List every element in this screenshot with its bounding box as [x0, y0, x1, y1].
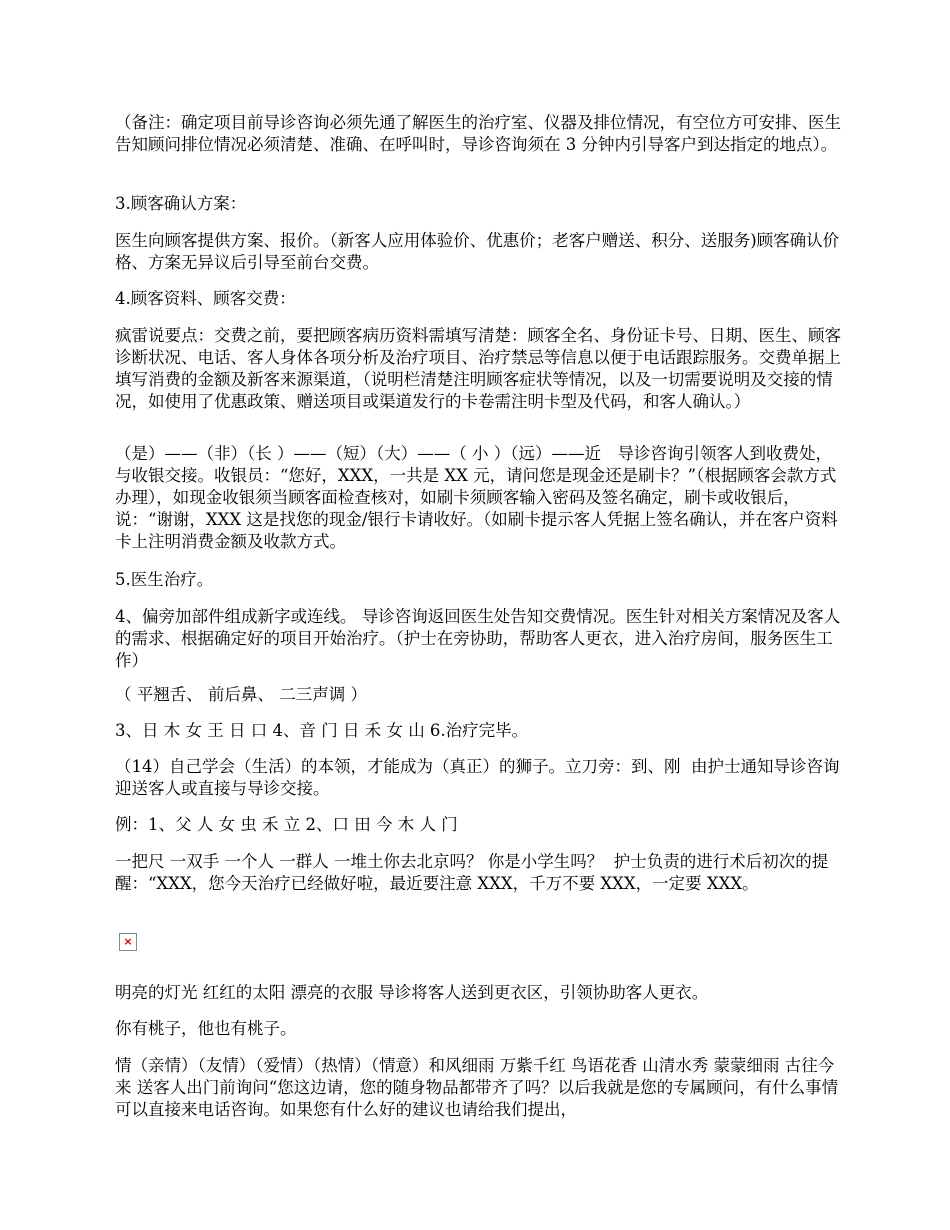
broken-image-icon	[119, 933, 137, 951]
heading-doctor-treatment: 5.医生治疗。	[115, 570, 214, 589]
paragraph-doctor-quote: 医生向顾客提供方案、报价。（新客人应用体验价、优惠价；老客户赠送、积分、送服务)顾客确认价格、方案无异议后引导至前台交费。	[115, 231, 840, 272]
paragraph-treatment-start: 4、偏旁加部件组成新字或连线。 导诊咨询返回医生处告知交费情况。医生针对相关方案情况及客人的需求、根据确定好的项目开始治疗。（护士在旁协助，帮助客人更衣，进入治疗房间，服务医生工作）	[115, 607, 841, 670]
image-missing-x-icon	[123, 936, 133, 948]
paragraph-tones: （ 平翘舌、 前后鼻、 二三声调 ）	[115, 685, 367, 704]
paragraph-cashier-handover: （是）——（非）（长 ）——（短）（大）——（ 小 ）（远）——近 导诊咨询引领客人到收费处，与收银交接。收银员：“您好，XXX，一共是 XX 元，请问您是现金还是刷卡？”（根据顾客会款方式办理），如现金收银须当顾客面检查核对，如刷卡须顾客输入密码及签名确定，刷卡或收银后，说：“谢谢，XXX 这是找您的现金/银行卡请收好。（如刷卡提示客人凭据上签名确认，并在客户资料卡上注明消费金额及收款方式。	[115, 444, 838, 551]
paragraph-post-treatment: 一把尺 一双手 一个人 一群人 一堆土你去北京吗？ 你是小学生吗？ 护士负责的进行术后初次的提醒：“XXX，您今天治疗已经做好啦，最近要注意 XXX，千万不要 XXX，一定要 XXX。	[115, 852, 829, 893]
paragraph-characters: 3、日 木 女 王 日 口 4、音 门 日 禾 女 山 6.治疗完毕。	[115, 721, 529, 740]
heading-customer-confirm-plan: 3.顾客确认方案：	[115, 194, 247, 213]
paragraph-note: （备注：确定项目前导诊咨询必须先通了解医生的治疗室、仪器及排位情况，有空位方可安排、医生告知顾问排位情况必须清楚、准确、在呼叫时，导诊咨询须在 3 分钟内引导客户到达指定的地点）。	[115, 113, 841, 154]
heading-customer-payment: 4.顾客资料、顾客交费：	[115, 289, 296, 308]
paragraph-peaches: 你有桃子，他也有桃子。	[115, 1019, 297, 1038]
paragraph-dressing-room: 明亮的灯光 红红的太阳 漂亮的衣服 导诊将客人送到更衣区，引领协助客人更衣。	[115, 983, 709, 1002]
paragraph-farewell: 情（亲情）（友情）（爱情）（热情）（情意）和风细雨 万紫千红 鸟语花香 山清水秀 蒙蒙细雨 古往今来 送客人出门前询问“您这边请，您的随身物品都带齐了吗？以后我就是您的专属顾问，有什么事情可以直接来电话咨询。如果您有什么好的建议也请给我们提出，	[115, 1056, 839, 1119]
paragraph-example: 例：1、父 人 女 虫 禾 立 2、口 田 今 木 人 门	[115, 815, 458, 834]
paragraph-payment-points: 疯雷说要点：交费之前，要把顾客病历资料需填写清楚：顾客全名、身份证卡号、日期、医生、顾客诊断状况、电话、客人身体各项分析及治疗项目、治疗禁忌等信息以便于电话跟踪服务。交费单据上填写消费的金额及新客来源渠道，（说明栏清楚注明顾客症状等情况，以及一切需要说明及交接的情况，如使用了优惠政策、赠送项目或渠道发行的卡卷需注明卡型及代码，和客人确认。）	[115, 326, 841, 411]
paragraph-nurse-notify: （14）自己学会（生活）的本领，才能成为（真正）的狮子。立刀旁：到、刚 由护士通知导诊咨询迎送客人或直接与导诊交接。	[115, 757, 840, 798]
